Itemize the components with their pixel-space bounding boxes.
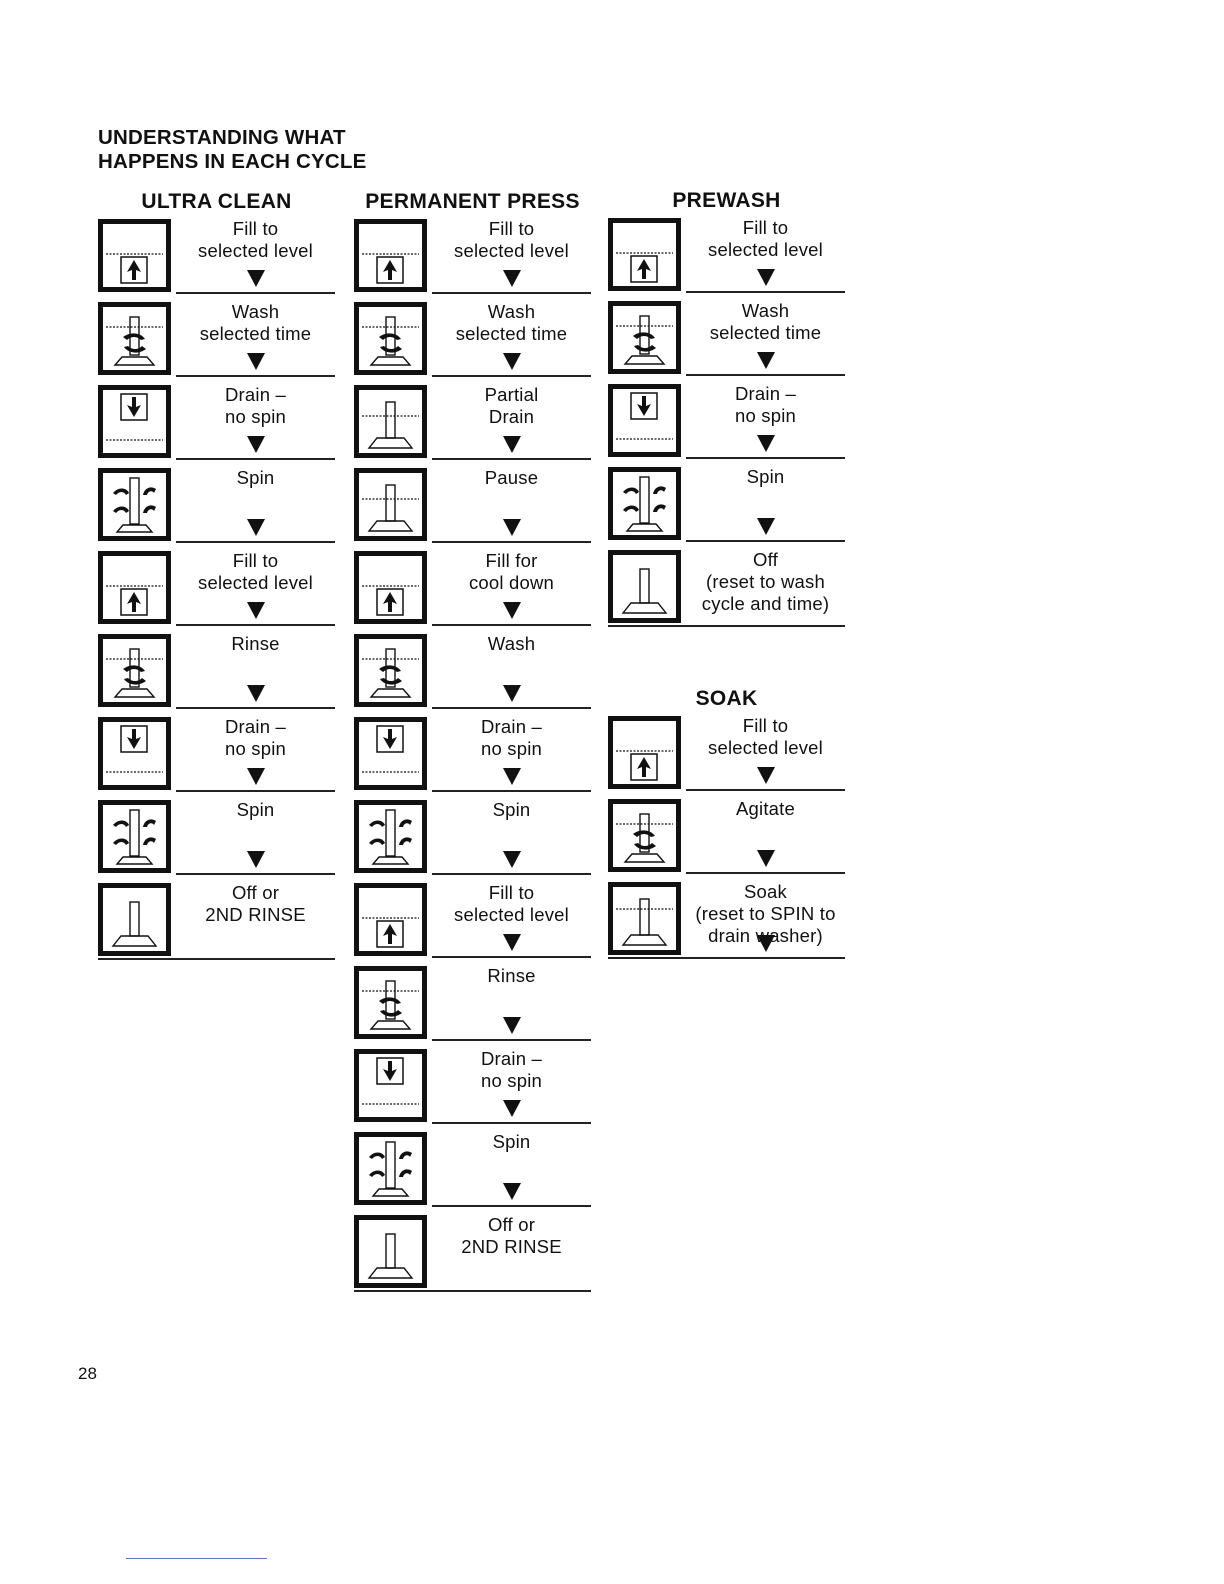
step-description — [432, 548, 591, 626]
step-text-line: Fill for — [485, 550, 538, 571]
cycle-step — [354, 299, 591, 382]
step-description — [432, 880, 591, 958]
down-arrow-icon — [247, 436, 265, 453]
cycle-step — [608, 796, 845, 879]
step-text-line: cycle and time) — [701, 593, 830, 614]
footer-rule — [126, 1558, 267, 1559]
step-text-line: Spin — [236, 799, 275, 820]
step-text-line: Drain – — [224, 716, 287, 737]
step-text-line — [176, 655, 335, 677]
title-line-2: HAPPENS IN EACH CYCLE — [98, 150, 367, 173]
partial-drain-icon — [354, 468, 427, 541]
step-text-line — [176, 489, 335, 511]
cycle-step — [354, 1129, 591, 1212]
cycle-step — [354, 880, 591, 963]
step-text-line: cool down — [468, 572, 555, 593]
step-text-line: Spin — [492, 799, 531, 820]
spin-icon — [608, 467, 681, 540]
drain-icon — [98, 717, 171, 790]
step-text-line — [176, 821, 335, 843]
down-arrow-icon — [503, 270, 521, 287]
soak-column — [608, 685, 845, 962]
cycle-step — [608, 381, 845, 464]
step-text-line: Spin — [236, 467, 275, 488]
step-text-line: (reset to SPIN to — [695, 903, 836, 924]
off-icon — [608, 550, 681, 623]
step-text-line: Drain – — [734, 383, 797, 404]
fill-icon — [354, 551, 427, 624]
step-text-line: Drain — [488, 406, 535, 427]
column-heading: PERMANENT PRESS — [365, 190, 580, 213]
step-text-line: Rinse — [487, 965, 536, 986]
wash-icon — [354, 302, 427, 375]
step-description — [432, 216, 591, 294]
step-description — [432, 1046, 591, 1124]
cycle-step — [354, 1212, 591, 1295]
down-arrow-icon — [503, 1100, 521, 1117]
step-text-line: Spin — [492, 1131, 531, 1152]
step-text-line: Drain – — [480, 1048, 543, 1069]
step-text-line: Fill to — [742, 715, 789, 736]
down-arrow-icon — [503, 1017, 521, 1034]
cycle-step — [98, 714, 335, 797]
step-description — [686, 215, 845, 293]
step-description — [432, 382, 591, 460]
soak-icon — [608, 882, 681, 955]
fill-icon — [608, 218, 681, 291]
cycle-step — [354, 963, 591, 1046]
step-description — [176, 631, 335, 709]
column-end-rule — [608, 957, 845, 959]
step-description — [176, 465, 335, 543]
wash-icon — [98, 634, 171, 707]
step-text-line — [432, 987, 591, 1009]
step-text-line: Fill to — [232, 550, 279, 571]
off-icon — [98, 883, 171, 956]
step-text-line: Wash — [741, 300, 790, 321]
down-arrow-icon — [503, 1183, 521, 1200]
step-text-line: Off or — [231, 882, 280, 903]
step-text-line: no spin — [480, 738, 543, 759]
column-heading: ULTRA CLEAN — [141, 190, 292, 213]
down-arrow-icon — [503, 436, 521, 453]
step-text-line — [686, 488, 845, 510]
page-title — [98, 126, 518, 174]
step-text-line: Wash — [231, 301, 280, 322]
down-arrow-icon — [247, 353, 265, 370]
step-text-line: Pause — [484, 467, 539, 488]
step-text-line — [432, 1153, 591, 1175]
cycle-step — [608, 713, 845, 796]
down-arrow-icon — [757, 767, 775, 784]
step-text-line: 2ND RINSE — [461, 1236, 562, 1257]
cycle-step — [98, 548, 335, 631]
drain-icon — [98, 385, 171, 458]
down-arrow-icon — [757, 935, 775, 952]
wash-icon — [354, 634, 427, 707]
down-arrow-icon — [757, 850, 775, 867]
step-description — [432, 631, 591, 709]
step-text-line: selected level — [708, 239, 823, 260]
down-arrow-icon — [503, 519, 521, 536]
cycle-step — [98, 382, 335, 465]
cycle-step — [354, 382, 591, 465]
down-arrow-icon — [247, 270, 265, 287]
step-text-line: Fill to — [742, 217, 789, 238]
down-arrow-icon — [503, 685, 521, 702]
step-text-line: Soak — [744, 881, 787, 902]
spin-icon — [98, 800, 171, 873]
step-text-line: Off or — [487, 1214, 536, 1235]
step-description — [176, 382, 335, 460]
down-arrow-icon — [757, 352, 775, 369]
cycle-step — [608, 215, 845, 298]
down-arrow-icon — [503, 934, 521, 951]
step-description — [432, 299, 591, 377]
step-text-line: Fill to — [488, 882, 535, 903]
down-arrow-icon — [247, 851, 265, 868]
down-arrow-icon — [503, 353, 521, 370]
cycle-step — [354, 465, 591, 548]
down-arrow-icon — [757, 435, 775, 452]
down-arrow-icon — [757, 518, 775, 535]
step-text-line — [686, 820, 845, 842]
step-text-line: selected time — [455, 323, 568, 344]
step-text-line: Rinse — [231, 633, 280, 654]
cycle-step — [98, 216, 335, 299]
down-arrow-icon — [503, 768, 521, 785]
step-text-line: Wash — [487, 301, 536, 322]
cycle-step — [354, 714, 591, 797]
column-end-rule — [98, 958, 335, 960]
down-arrow-icon — [503, 602, 521, 619]
step-description — [176, 548, 335, 626]
prewash-column — [608, 187, 845, 630]
cycle-step — [608, 547, 845, 630]
step-description — [176, 299, 335, 377]
fill-icon — [354, 883, 427, 956]
page-number: 28 — [78, 1364, 97, 1383]
step-text-line: no spin — [734, 405, 797, 426]
down-arrow-icon — [247, 602, 265, 619]
fill-icon — [98, 219, 171, 292]
step-text-line: 2ND RINSE — [205, 904, 306, 925]
down-arrow-icon — [247, 685, 265, 702]
step-description — [176, 714, 335, 792]
step-description — [432, 797, 591, 875]
step-text-line: selected time — [709, 322, 822, 343]
cycle-step — [354, 216, 591, 299]
step-text-line: no spin — [224, 738, 287, 759]
down-arrow-icon — [247, 768, 265, 785]
spin-icon — [354, 800, 427, 873]
step-text-line — [432, 821, 591, 843]
step-text-line: selected time — [199, 323, 312, 344]
spin-icon — [98, 468, 171, 541]
cycle-step — [98, 631, 335, 714]
down-arrow-icon — [247, 519, 265, 536]
ultra-clean-column — [98, 188, 335, 963]
wash-icon — [98, 302, 171, 375]
step-text-line: no spin — [480, 1070, 543, 1091]
step-text-line: selected level — [198, 240, 313, 261]
step-description — [432, 465, 591, 543]
step-text-line: Fill to — [488, 218, 535, 239]
title-line-1: UNDERSTANDING WHAT — [98, 126, 346, 149]
cycle-step — [608, 879, 845, 962]
step-description — [686, 547, 845, 625]
down-arrow-icon — [757, 269, 775, 286]
step-text-line: drain washer) — [708, 925, 823, 946]
cycle-step — [98, 880, 335, 963]
step-description — [432, 1212, 591, 1290]
fill-icon — [608, 716, 681, 789]
step-text-line: selected level — [454, 904, 569, 925]
step-text-line: Wash — [487, 633, 536, 654]
partial-drain-icon — [354, 385, 427, 458]
column-heading: SOAK — [695, 687, 758, 710]
spin-icon — [354, 1132, 427, 1205]
step-description — [432, 714, 591, 792]
step-description — [686, 298, 845, 376]
step-description — [686, 796, 845, 874]
cycle-step — [98, 465, 335, 548]
wash-icon — [354, 966, 427, 1039]
step-text-line: Spin — [746, 466, 785, 487]
step-text-line: Off — [753, 549, 778, 570]
column-heading: PREWASH — [672, 189, 781, 212]
step-description — [432, 963, 591, 1041]
step-description — [686, 713, 845, 791]
drain-icon — [354, 717, 427, 790]
step-text-line: selected level — [198, 572, 313, 593]
step-text-line: no spin — [224, 406, 287, 427]
cycle-step — [98, 797, 335, 880]
drain-icon — [608, 384, 681, 457]
step-text-line: (reset to wash — [706, 571, 825, 592]
cycle-step — [354, 797, 591, 880]
down-arrow-icon — [503, 851, 521, 868]
step-text-line — [432, 489, 591, 511]
step-description — [176, 880, 335, 958]
off-icon — [354, 1215, 427, 1288]
cycle-step — [98, 299, 335, 382]
column-end-rule — [608, 625, 845, 627]
step-text-line: selected level — [708, 737, 823, 758]
step-description — [176, 216, 335, 294]
cycle-step — [608, 298, 845, 381]
step-text-line: Drain – — [480, 716, 543, 737]
drain-icon — [354, 1049, 427, 1122]
wash-icon — [608, 301, 681, 374]
cycle-step — [354, 1046, 591, 1129]
fill-icon — [98, 551, 171, 624]
step-text-line — [432, 655, 591, 677]
column-end-rule — [354, 1290, 591, 1292]
step-text-line: Drain – — [224, 384, 287, 405]
permanent-press-column — [354, 188, 591, 1295]
wash-icon — [608, 799, 681, 872]
step-text-line: Agitate — [736, 798, 795, 819]
step-description — [686, 381, 845, 459]
step-description — [686, 879, 845, 957]
fill-icon — [354, 219, 427, 292]
step-description — [686, 464, 845, 542]
step-text-line: Partial — [484, 384, 539, 405]
step-description — [432, 1129, 591, 1207]
step-description — [176, 797, 335, 875]
cycle-step — [354, 631, 591, 714]
cycle-step — [608, 464, 845, 547]
step-text-line: Fill to — [232, 218, 279, 239]
step-text-line: selected level — [454, 240, 569, 261]
cycle-step — [354, 548, 591, 631]
